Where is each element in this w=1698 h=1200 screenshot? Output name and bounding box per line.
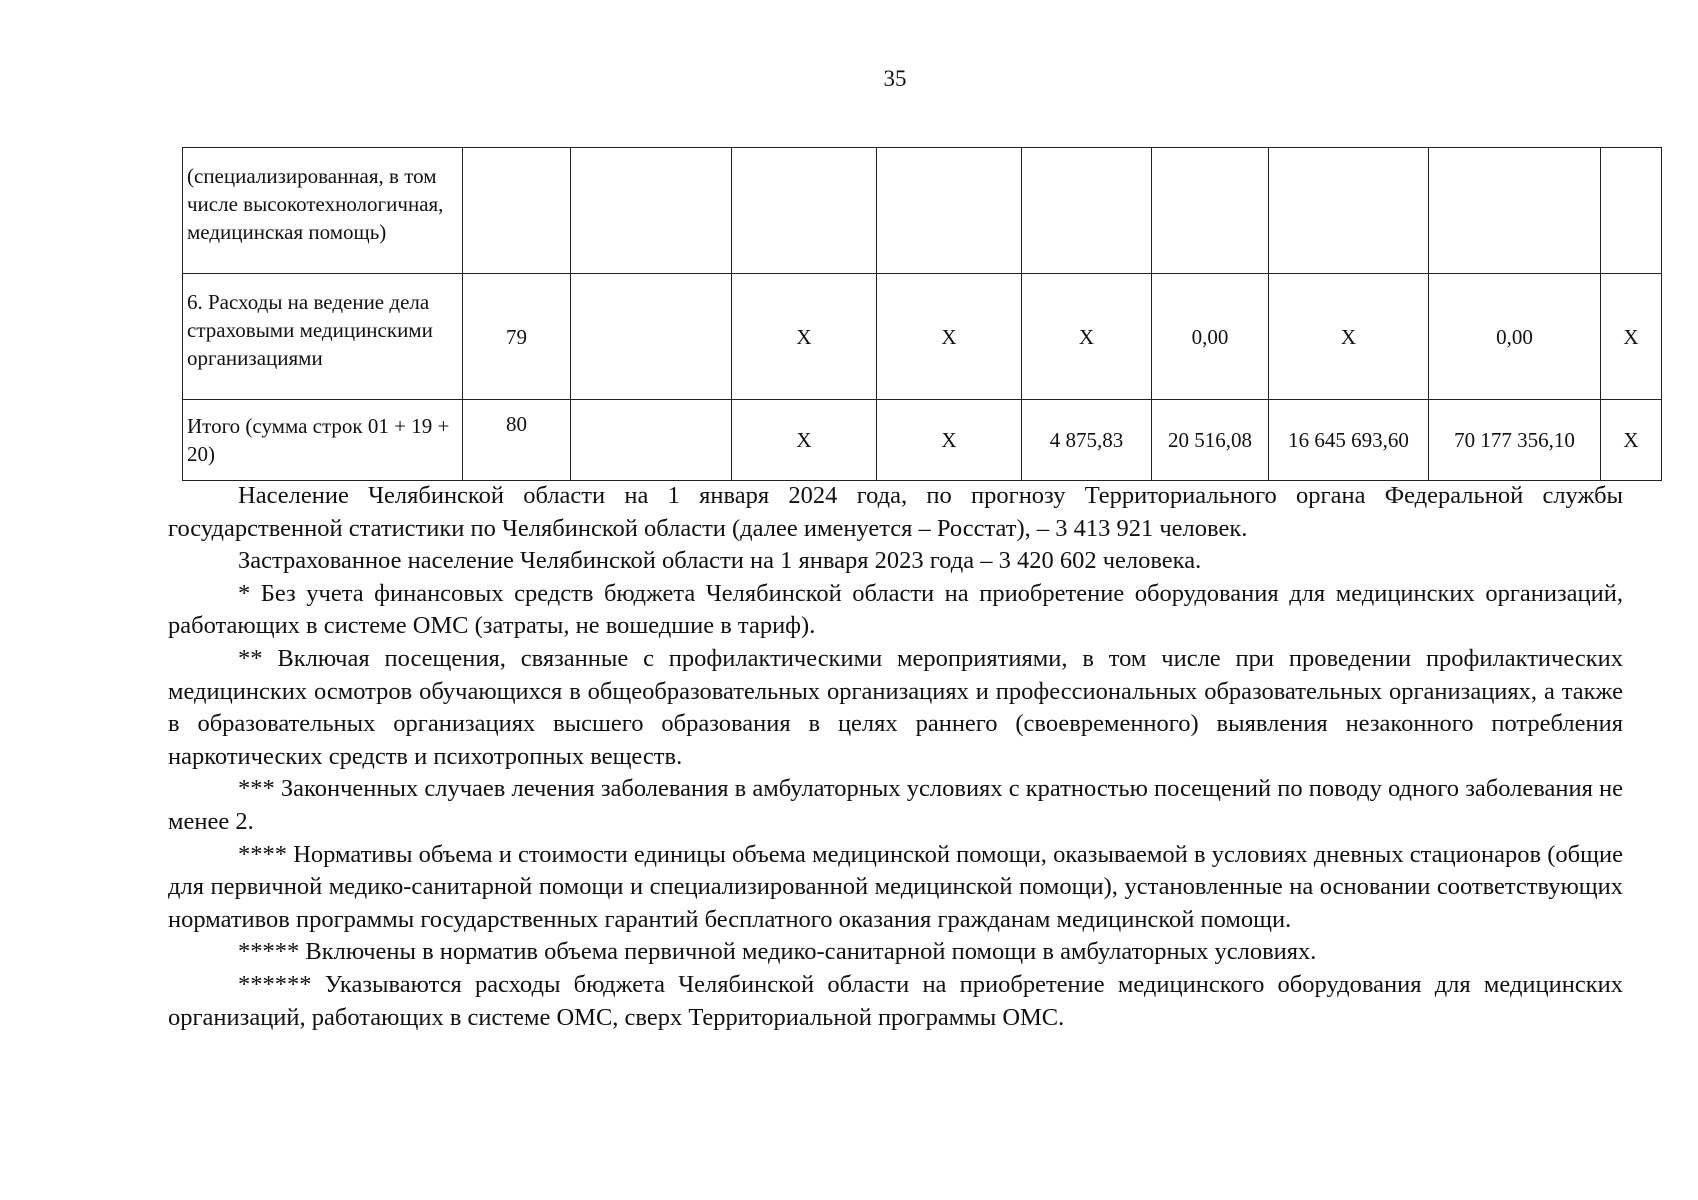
table-cell	[1601, 148, 1662, 274]
row-code-cell	[463, 148, 571, 274]
table-cell: Х	[1269, 274, 1429, 400]
table-cell	[1152, 148, 1269, 274]
table-row	[183, 400, 1662, 481]
table-cell: Х	[877, 274, 1022, 400]
footnote: ****** Указываются расходы бюджета Челябинской области на приобретение медицинского оборудования для медицинских организаций, работающих в системе ОМС, сверх Территориальной программы ОМС.	[168, 970, 1623, 1031]
table-cell: 0,00	[1429, 274, 1601, 400]
table-cell	[571, 400, 732, 481]
table-cell: Х	[1022, 274, 1152, 400]
table-cell: 70 177 356,10	[1429, 400, 1601, 481]
footnote: * Без учета финансовых средств бюджета Челябинской области на приобретение оборудования для медицинских организаций, работающих в системе ОМС (затраты, не вошедшие в тариф).	[168, 579, 1623, 640]
table-cell: Х	[877, 400, 1022, 481]
footnote: ** Включая посещения, связанные с профилактическими мероприятиями, в том числе при проведении профилактических медицинских осмотров обучающихся в общеобразовательных организациях и профессиональных образовательных организациях, а также в образовательных организациях высшего образования в целях раннего (своевременного) выявления незаконного потребления наркотических средств и психотропных веществ.	[168, 644, 1623, 770]
population-note: Население Челябинской области на 1 января 2024 года, по прогнозу Территориального органа Федеральной службы государственной статистики по Челябинской области (далее именуется – Росстат), – 3 413 921 человек.	[168, 482, 1623, 542]
table-cell	[571, 274, 732, 400]
insured-population-note: Застрахованное население Челябинской области на 1 января 2023 года – 3 420 602 человека.	[238, 547, 1202, 575]
row-code-cell: 79	[463, 274, 571, 400]
row-code-cell: 80	[463, 400, 571, 481]
table-cell: Х	[1601, 274, 1662, 400]
row-name-cell: Итого (сумма строк 01 + 19 + 20)	[183, 400, 463, 481]
page-number: 35	[883, 66, 907, 91]
table-row	[183, 148, 1662, 274]
notes-section	[168, 480, 1623, 1034]
table-cell	[732, 148, 877, 274]
table-cell	[1022, 148, 1152, 274]
table-cell	[571, 148, 732, 274]
table-cell: Х	[732, 400, 877, 481]
row-name-cell: 6. Расходы на ведение дела страховыми медицинскими организациями	[183, 274, 463, 400]
table-cell: Х	[732, 274, 877, 400]
footnote: *** Законченных случаев лечения заболевания в амбулаторных условиях с кратностью посещений по поводу одного заболевания не менее 2.	[168, 775, 1623, 835]
row-name-cell: (специализированная, в том числе высокотехнологичная, медицинская помощь)	[183, 148, 463, 274]
table-row	[183, 274, 1662, 400]
table-cell: 0,00	[1152, 274, 1269, 400]
table-cell: 16 645 693,60	[1269, 400, 1429, 481]
data-table	[182, 147, 1662, 481]
footnote: ***** Включены в норматив объема первичной медико-санитарной помощи в амбулаторных условиях.	[238, 938, 1317, 966]
table-cell: Х	[1601, 400, 1662, 481]
table-cell	[1269, 148, 1429, 274]
table-cell: 4 875,83	[1022, 400, 1152, 481]
table-cell	[1429, 148, 1601, 274]
table-cell: 20 516,08	[1152, 400, 1269, 481]
table-cell	[877, 148, 1022, 274]
footnote: **** Нормативы объема и стоимости единицы объема медицинской помощи, оказываемой в условиях дневных стационаров (общие для первичной медико-санитарной помощи и специализированной медицинской помощи), установленные на основании соответствующих нормативов программы государственных гарантий бесплатного оказания гражданам медицинской помощи.	[168, 840, 1623, 933]
